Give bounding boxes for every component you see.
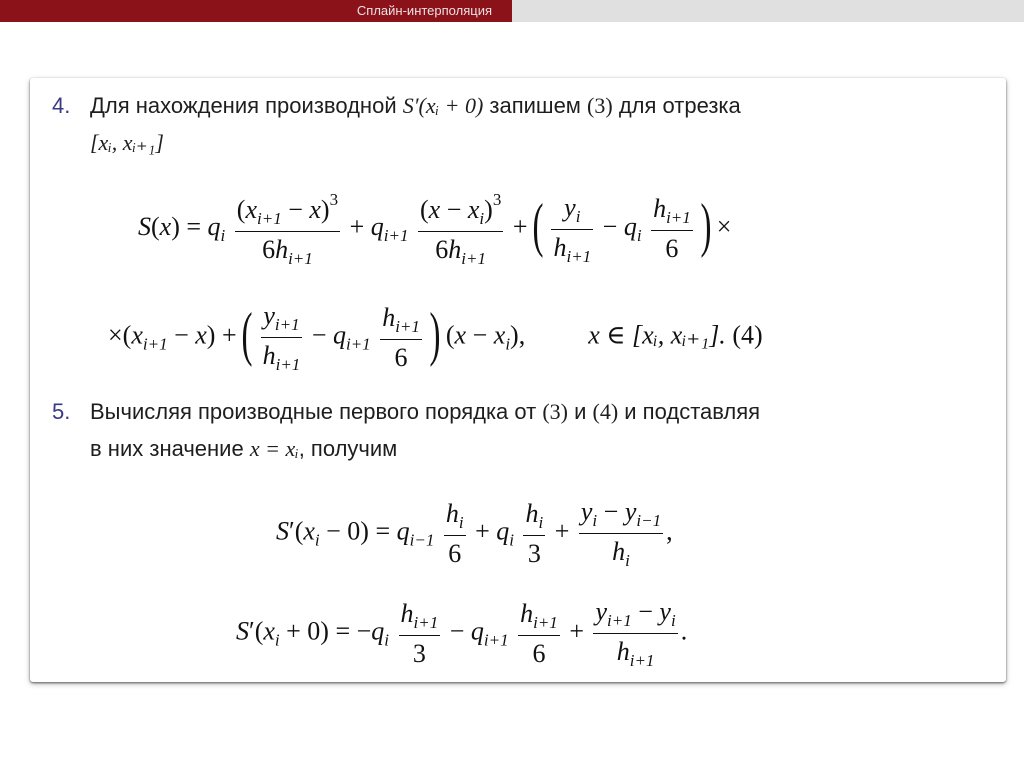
equation-4-line-1: $S(x) = q_i$ $\frac{(x_{i+1} - x)^3}{6h_{i+1}}$ + $q_{i+1}$ $\frac{(x - x_i)^3}{6h_{i+1}}$ + ( $\frac{y_i}{h_{i+1}}$ − $q_i$ $\frac{h_{i+1}}{6}$ ) × [138,190,732,269]
item-4-text-mid: запишем [483,93,588,118]
slide-frame [30,78,1006,682]
equation-derivative-right: $S'(x_i + 0) = -q_i$ $\frac{h_{i+1}}{3}$ − $q_{i+1}$ $\frac{h_{i+1}}{6}$ + $\frac{y_{i+1} - y_i}{h_{i+1}}$ . [236,597,688,671]
item-5-text-after: , получим [298,436,398,461]
item-4-number: 4. [52,93,71,118]
header-title: Сплайн-интерполяция [356,3,492,18]
item-5-text-line-2: в них значение [90,436,250,461]
item-4-text-after: для отрезка [612,93,741,118]
item-5-ref-2: (4) [592,399,619,424]
header-title-bar [0,0,512,22]
item-5-text-mid: и подставляя [618,399,761,424]
equation-4-label: (4) [732,320,763,350]
item-4-math: S′(xᵢ + 0) [402,93,484,118]
item-5-text-before: Вычисляя производные первого порядка от [90,399,543,424]
list-item-5 [52,393,1000,467]
equation-4-condition: x ∈ [xᵢ, xᵢ₊₁]. [588,320,726,350]
item-5-ref-1: (3) [542,399,568,424]
item-4-text-before: Для нахождения производной [90,93,403,118]
equation-derivative-left: $S'(x_i - 0) = q_{i-1}$ $\frac{h_i}{6}$ + $q_i$ $\frac{h_i}{3}$ + $\frac{y_i - y_{i-1}}{h_i}$ , [276,497,673,571]
list-item-4 [52,87,1000,161]
item-5-text-and: и [568,399,593,424]
header-progress-bar [512,0,1024,22]
item-4-interval: [xᵢ, xᵢ₊₁] [90,130,164,155]
equation-4-line-2: $\times(x_{i+1} - x)$ + ( $\frac{y_{i+1}}{h_{i+1}}$ − $q_{i+1}$ $\frac{h_{i+1}}{6}$ ) $(x - x_i)$, x ∈ [xᵢ, xᵢ₊₁]. (4) [108,300,763,375]
item-4-ref: (3) [587,93,613,118]
item-5-math: x = xᵢ [249,436,299,461]
item-5-number: 5. [52,399,71,424]
